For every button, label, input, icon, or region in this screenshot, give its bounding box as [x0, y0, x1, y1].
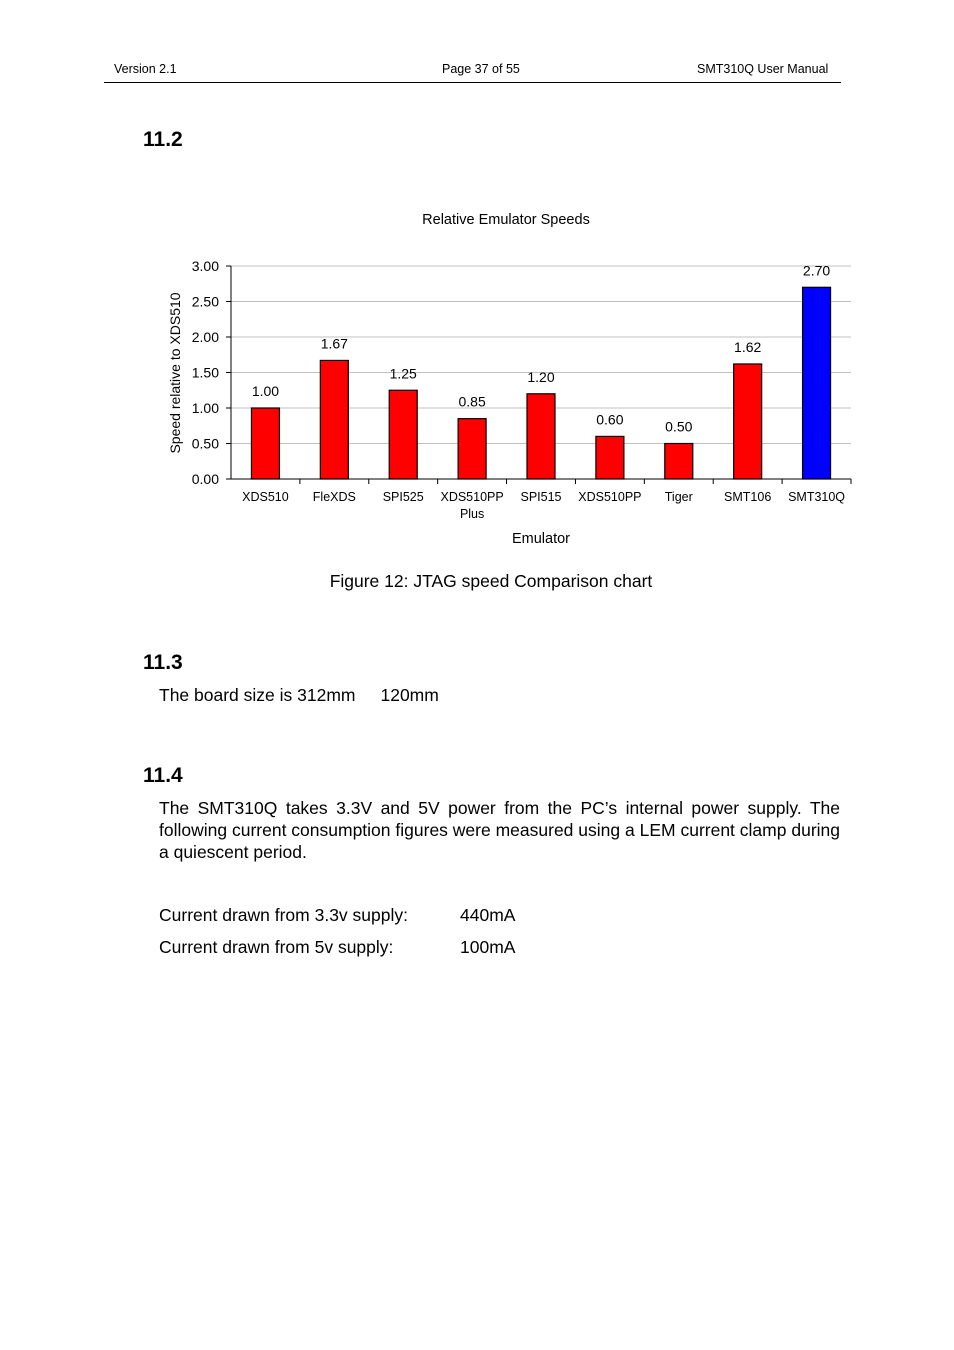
chart-y-axis-label: Speed relative to XDS510 — [167, 292, 183, 454]
bar-smt106 — [734, 364, 762, 479]
x-tick-label: SMT310Q — [788, 490, 846, 504]
header-version: Version 2.1 — [114, 62, 177, 76]
y-tick-label: 3.00 — [191, 258, 219, 274]
value-label: 2.70 — [802, 262, 831, 279]
x-tick-label: Tiger — [664, 490, 693, 504]
y-tick-label: 1.00 — [191, 400, 219, 416]
bar-xds510 — [251, 408, 279, 479]
value-label: 0.60 — [596, 411, 624, 428]
x-tick-label: XDS510PP Plus — [440, 490, 504, 521]
bar-spi515 — [527, 394, 555, 479]
section-heading-11-3: 11.3 — [143, 651, 183, 674]
board-size-width: 120mm — [380, 685, 439, 705]
x-tick-label: SPI525 — [382, 490, 424, 504]
section-heading-11-2: 11.2 — [143, 128, 183, 151]
current-value: 440mA — [460, 905, 516, 925]
value-label: 0.50 — [665, 418, 693, 435]
chart-y-tick-labels — [192, 258, 219, 487]
current-value: 100mA — [460, 937, 516, 957]
bar-xds510pp-plus — [458, 419, 486, 479]
x-tick-label: XDS510 — [242, 490, 289, 504]
board-size-length: The board size is 312mm — [159, 685, 356, 705]
bar-flexds — [320, 360, 348, 479]
y-tick-label: 2.00 — [191, 329, 219, 345]
board-size-text — [159, 684, 840, 706]
chart-title: Relative Emulator Speeds — [422, 212, 590, 228]
current-label: Current drawn from 3.3v supply: — [159, 905, 408, 925]
value-label: 1.67 — [320, 335, 348, 352]
bar-tiger — [665, 444, 693, 480]
value-label: 1.62 — [734, 338, 762, 355]
chart-x-tick-labels — [242, 490, 845, 521]
figure-caption: Figure 12: JTAG speed Comparison chart — [329, 571, 653, 591]
bar-xds510pp — [596, 436, 624, 479]
header-page-number: Page 37 of 55 — [442, 62, 520, 76]
relative-emulator-speeds-chart — [0, 0, 954, 560]
bar-smt310q — [803, 287, 831, 479]
value-label: 1.25 — [389, 365, 417, 382]
y-tick-label: 1.50 — [191, 364, 219, 381]
header-document-title: SMT310Q User Manual — [697, 62, 829, 76]
power-supply-paragraph: The SMT310Q takes 3.3V and 5V power from the PC’s internal power supply. The following current consumption figures were measured using a LEM current clamp during a quiescent period. — [159, 798, 840, 862]
bar-spi525 — [389, 390, 417, 479]
value-label: 1.00 — [251, 383, 280, 399]
y-tick-label: 0.00 — [191, 471, 219, 487]
x-tick-label: SPI515 — [520, 490, 562, 504]
value-label: 1.20 — [527, 368, 555, 385]
y-tick-label: 2.50 — [191, 293, 219, 310]
value-label: 0.85 — [458, 393, 486, 410]
x-tick-label: SMT106 — [724, 490, 772, 504]
x-tick-label: XDS510PP — [578, 490, 642, 504]
chart-x-axis-label: Emulator — [511, 531, 571, 547]
section-heading-11-4: 11.4 — [143, 764, 183, 787]
current-label: Current drawn from 5v supply: — [159, 937, 394, 957]
y-tick-label: 0.50 — [191, 435, 219, 452]
x-tick-label: FleXDS — [312, 490, 356, 504]
